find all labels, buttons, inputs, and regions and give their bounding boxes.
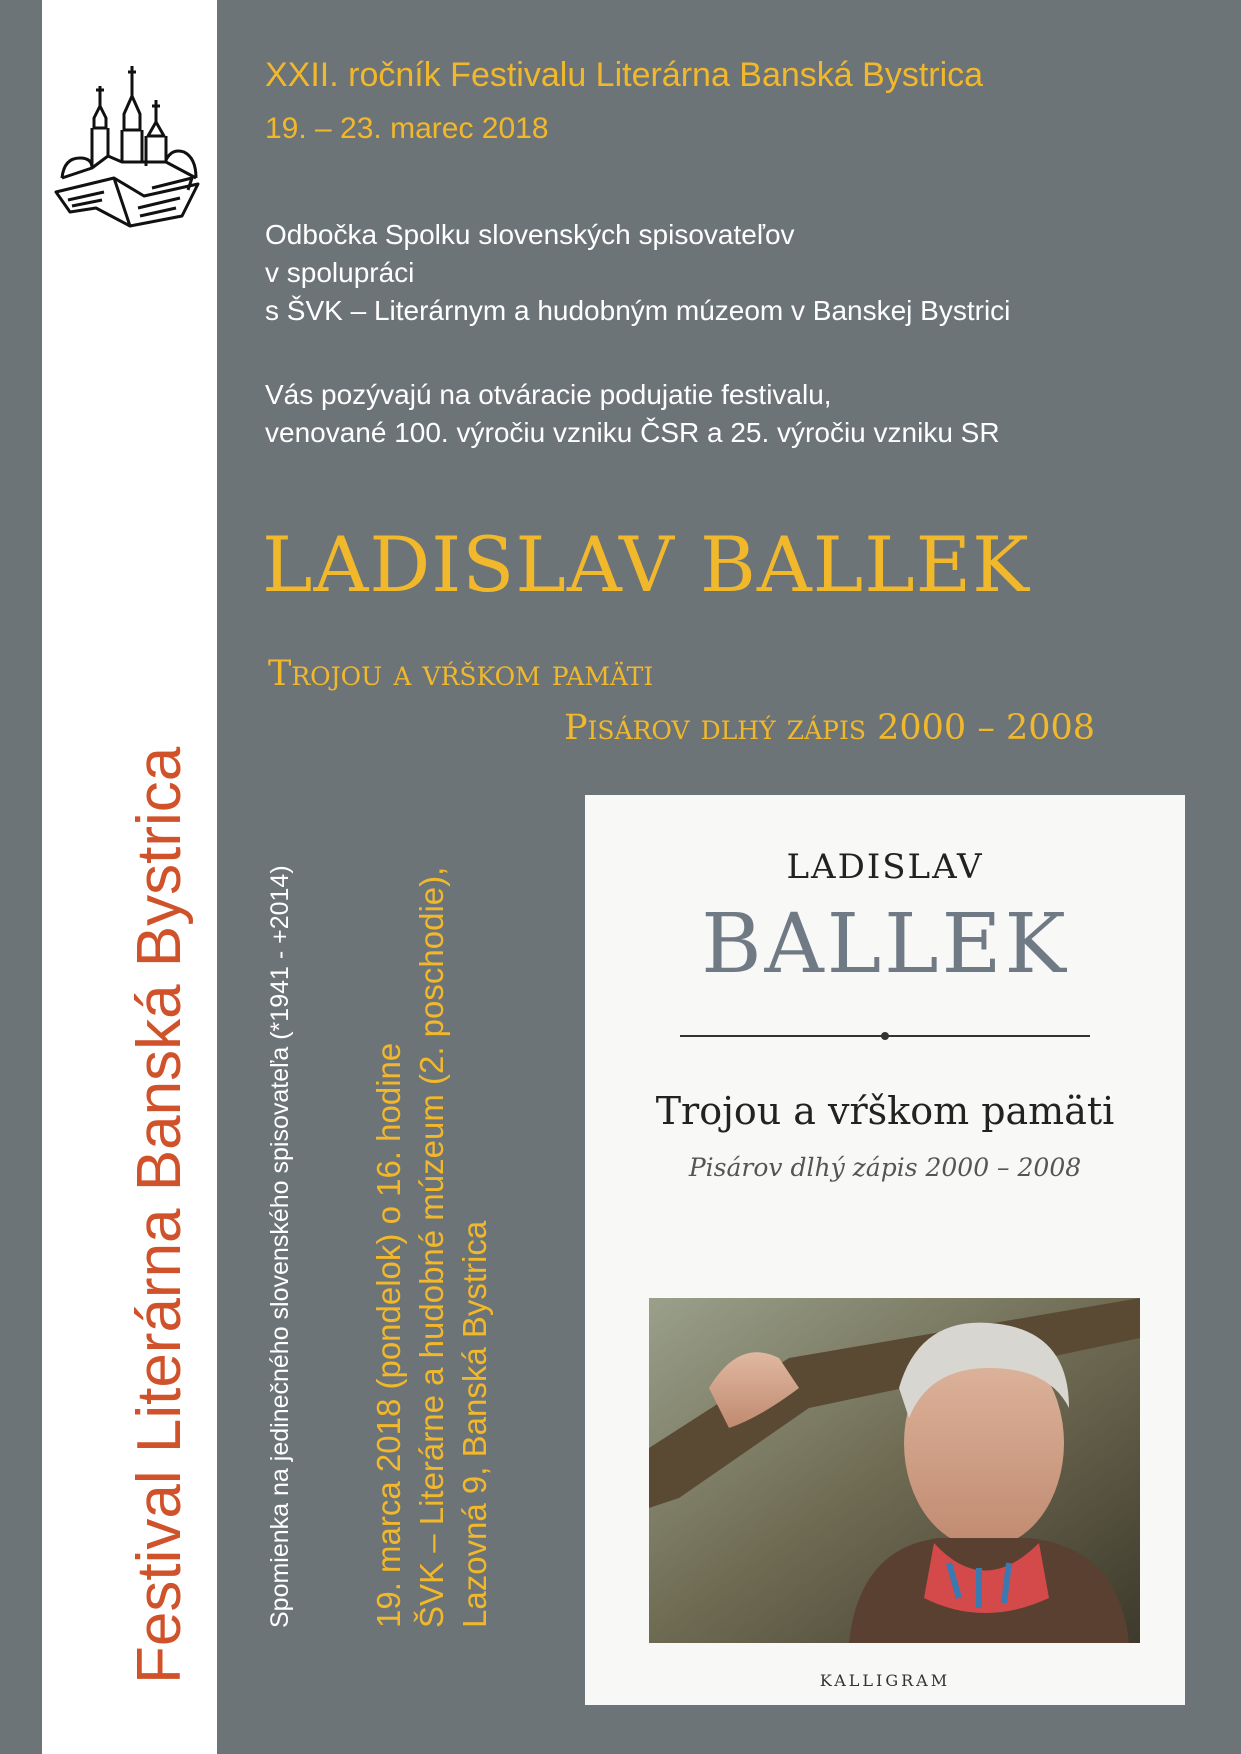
book-subtitle-line-1: Trojou a vŕškom pamäti bbox=[268, 654, 654, 694]
organizers-line: v spolupráci bbox=[265, 257, 415, 288]
book-cover-last-name: BALLEK bbox=[701, 897, 1069, 992]
event-address: Lazovná 9, Banská Bystrica bbox=[456, 1220, 493, 1628]
organizers-block bbox=[265, 216, 1010, 330]
book-cover-first-name: LADISLAV bbox=[786, 847, 984, 887]
book-cover-divider bbox=[680, 1031, 1090, 1041]
book-cover-subtitle: Pisárov dlhý zápis 2000 – 2008 bbox=[688, 1153, 1082, 1182]
book-subtitle-line-2: Pisárov dlhý zápis 2000 – 2008 bbox=[564, 708, 1096, 748]
invitation-block bbox=[265, 376, 1000, 452]
organizers-line: s ŠVK – Literárnym a hudobným múzeom v Banskej Bystrici bbox=[265, 295, 1011, 326]
festival-dates: 19. – 23. marec 2018 bbox=[265, 112, 549, 145]
organizers-line: Odbočka Spolku slovenských spisovateľov bbox=[265, 219, 795, 250]
book-cover-publisher: KALLIGRAM bbox=[819, 1671, 951, 1690]
event-place: ŠVK – Literárne a hudobné múzeum (2. poschodie), bbox=[413, 866, 450, 1628]
author-name-heading: LADISLAV BALLEK bbox=[262, 520, 1030, 609]
book-cover-title: Trojou a vŕškom pamäti bbox=[655, 1089, 1115, 1133]
invitation-line: Vás pozývajú na otváracie podujatie festivalu, bbox=[265, 379, 832, 410]
event-date-time: 19. marca 2018 (pondelok) o 16. hodine bbox=[370, 1042, 407, 1628]
book-cover-image bbox=[585, 795, 1185, 1705]
tribute-vertical-text: Spomienka na jedinečného slovenského spisovateľa (*1941 - +2014) bbox=[266, 865, 294, 1628]
town-book-logo-icon bbox=[52, 66, 202, 236]
festival-vertical-title: Festival Literárna Banská Bystrica bbox=[125, 746, 194, 1684]
invitation-line: venované 100. výročiu vzniku ČSR a 25. výročiu vzniku SR bbox=[265, 417, 1000, 448]
festival-edition-title: XXII. ročník Festivalu Literárna Banská Bystrica bbox=[265, 56, 984, 94]
author-portrait-photo bbox=[649, 1298, 1140, 1643]
